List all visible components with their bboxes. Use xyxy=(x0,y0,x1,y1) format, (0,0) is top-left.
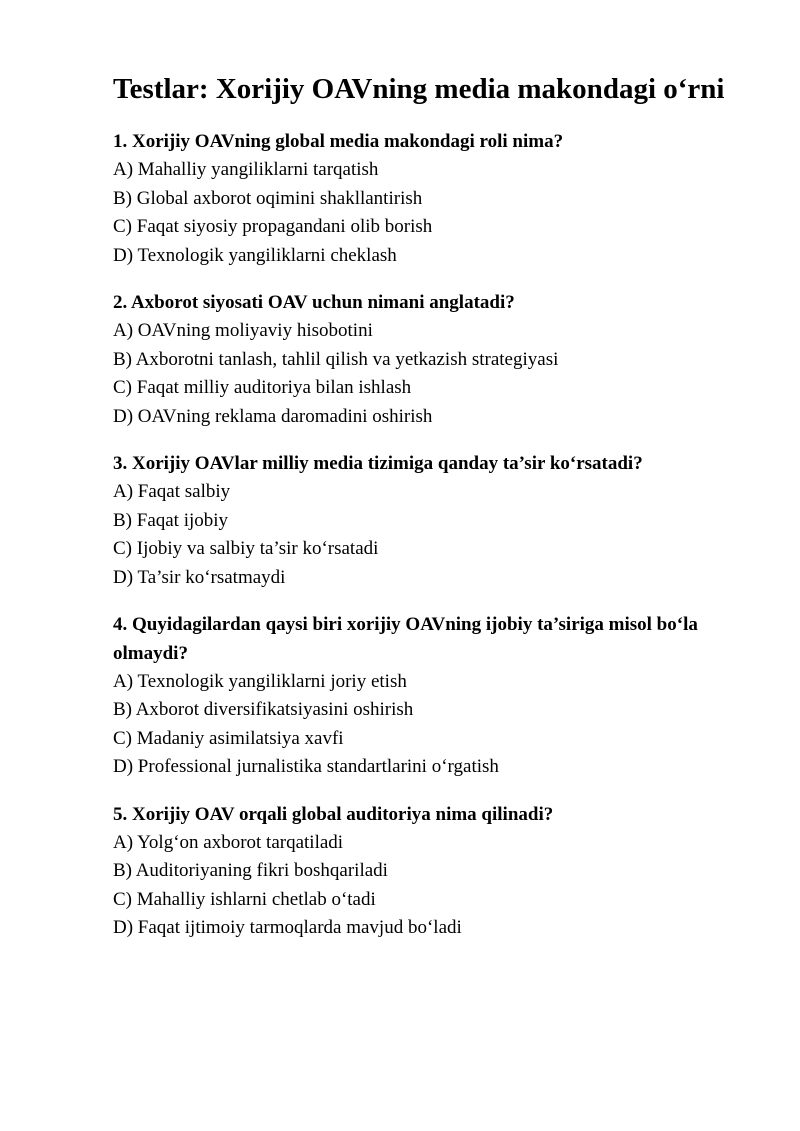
question-option: D) Ta’sir ko‘rsatmaydi xyxy=(113,566,286,588)
questions-list xyxy=(113,128,733,943)
question-option: A) Yolg‘on axborot tarqatiladi xyxy=(113,831,344,853)
question-option: D) Texnologik yangiliklarni cheklash xyxy=(113,244,397,266)
question-prompt: 1. Xorijiy OAVning global media makondagi roli nima? xyxy=(113,131,564,152)
question-option: A) Texnologik yangiliklarni joriy etish xyxy=(113,670,407,692)
question-prompt: 5. Xorijiy OAV orqali global auditoriya nima qilinadi? xyxy=(113,803,554,825)
question-option: C) Madaniy asimilatsiya xavfi xyxy=(113,727,344,749)
question-option: A) Faqat salbiy xyxy=(113,481,231,503)
question-option: C) Faqat siyosiy propagandani olib borish xyxy=(113,216,433,238)
question-block xyxy=(113,450,733,592)
question-block xyxy=(113,611,733,781)
question-option: C) Mahalliy ishlarni chetlab o‘tadi xyxy=(113,888,376,910)
document-title: Testlar: Xorijiy OAVning media makondagi o‘rni xyxy=(113,73,725,105)
question-prompt: 3. Xorijiy OAVlar milliy media tizimiga qanday ta’sir ko‘rsatadi? xyxy=(113,453,643,475)
question-option: B) Axborotni tanlash, tahlil qilish va yetkazish strategiyasi xyxy=(113,348,559,370)
question-prompt: 2. Axborot siyosati OAV uchun nimani anglatadi? xyxy=(113,292,515,314)
question-option: D) OAVning reklama daromadini oshirish xyxy=(113,405,433,427)
question-option: B) Global axborot oqimini shakllantirish xyxy=(113,187,423,209)
question-block xyxy=(113,289,733,431)
question-option: D) Faqat ijtimoiy tarmoqlarda mavjud bo‘ladi xyxy=(113,917,462,939)
question-option: B) Auditoriyaning fikri boshqariladi xyxy=(113,860,388,882)
question-option: C) Faqat milliy auditoriya bilan ishlash xyxy=(113,377,412,399)
question-option: B) Faqat ijobiy xyxy=(113,509,229,531)
question-prompt: 4. Quyidagilardan qaysi biri xorijiy OAVning ijobiy ta’siriga misol bo‘la olmaydi? xyxy=(113,614,698,664)
question-option: C) Ijobiy va salbiy ta’sir ko‘rsatadi xyxy=(113,538,379,560)
question-block xyxy=(113,128,733,270)
question-option: A) Mahalliy yangiliklarni tarqatish xyxy=(113,159,379,181)
question-option: B) Axborot diversifikatsiyasini oshirish xyxy=(113,699,414,721)
question-option: A) OAVning moliyaviy hisobotini xyxy=(113,320,373,342)
question-option: D) Professional jurnalistika standartlarini o‘rgatish xyxy=(113,756,499,778)
question-block xyxy=(113,801,733,943)
